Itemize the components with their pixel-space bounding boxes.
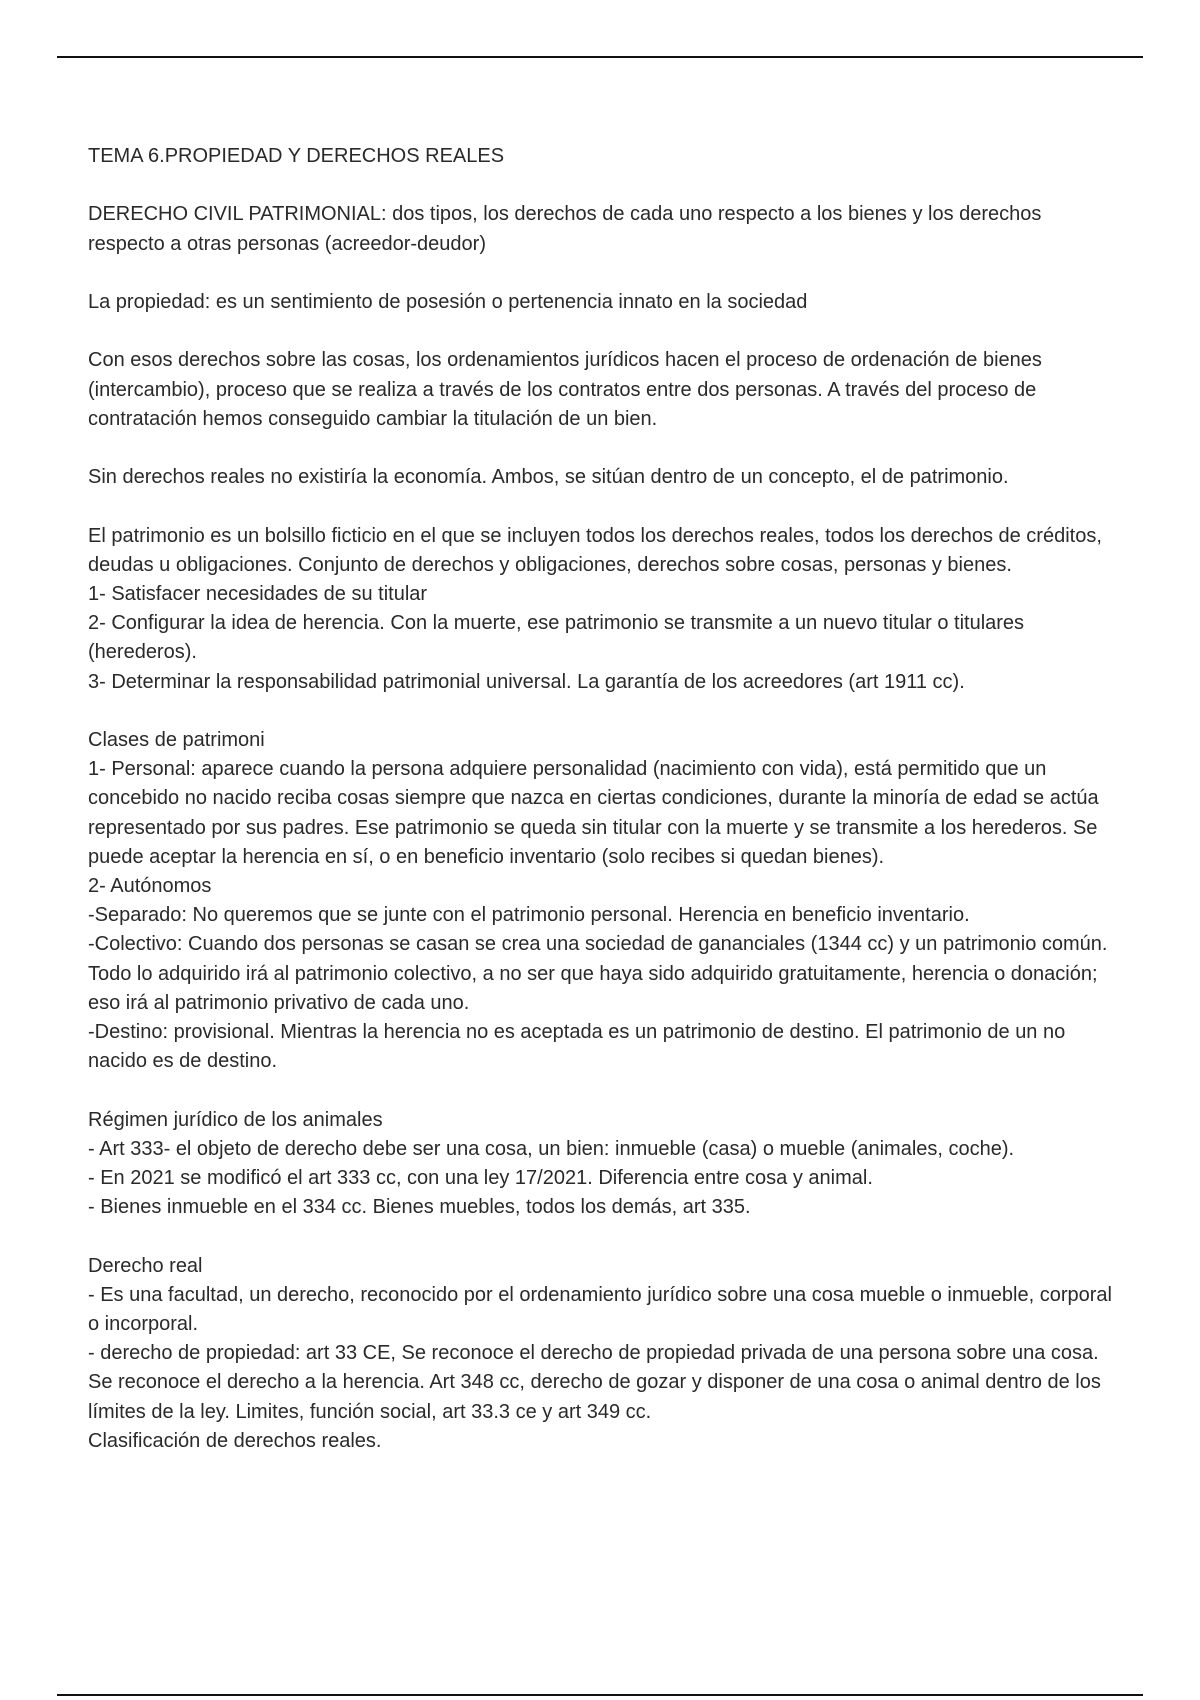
document-title: TEMA 6.PROPIEDAD Y DERECHOS REALES [88,145,505,167]
top-divider [57,56,1143,58]
list-item: 1- Satisfacer necesidades de su titular [88,582,428,605]
list-item: 2- Configurar la idea de herencia. Con la muerte, ese patrimonio se transmite a un nuevo titular o titulares (herederos). [88,612,1025,664]
list-item: 3- Determinar la responsabilidad patrimonial universal. La garantía de los acreedores (art 1911 cc). [88,670,965,693]
paragraph-gap [88,317,1118,346]
patrimony-definition-paragraph: El patrimonio es un bolsillo ficticio en el que se incluyen todos los derechos reales, todos los derechos de créditos, deudas u obligaciones. Conjunto de derechos y obligaciones, derechos sobre cosas, personas y bienes. [88,524,1102,576]
section-heading: Derecho real [88,1254,203,1277]
list-item: - derecho de propiedad: art 33 CE, Se reconoce el derecho de propiedad privada de una persona sobre una cosa. Se reconoce el derecho a la herencia. Art 348 cc, derecho de gozar y disponer de una cosa o animal dentro de los límites de la ley. Limites, función social, art 33.3 ce y art 349 cc. [88,1342,1101,1423]
section-heading: Clases de patrimoni [88,728,265,751]
list-item: - Art 333- el objeto de derecho debe ser una cosa, un bien: inmueble (casa) o mueble (animales, coche). [88,1137,1015,1160]
economy-paragraph: Sin derechos reales no existiría la economía. Ambos, se sitúan dentro de un concepto, el de patrimonio. [88,466,1009,489]
paragraph-gap [88,1076,1118,1105]
list-item: - En 2021 se modificó el art 333 cc, con una ley 17/2021. Diferencia entre cosa y animal. [88,1167,873,1189]
list-item: Clasificación de derechos reales. [88,1429,382,1452]
list-item: - Es una facultad, un derecho, reconocido por el ordenamiento jurídico sobre una cosa mueble o inmueble, corporal o incorporal. [88,1283,1112,1335]
paragraph-gap [88,1222,1118,1251]
list-item: -Destino: provisional. Mientras la herencia no es aceptada es un patrimonio de destino. El patrimonio de un no nacido es de destino. [88,1021,1066,1073]
paragraph-gap [88,434,1118,463]
list-item: 1- Personal: aparece cuando la persona adquiere personalidad (nacimiento con vida), está permitido que un concebido no nacido reciba cosas siempre que nazca en ciertas condiciones, durante la minoría de edad se actúa representado por sus padres. Ese patrimonio se queda sin titular con la muerte y se transmite a los herederos. Se puede aceptar la herencia en sí, o en beneficio inventario (solo recibes si quedan bienes). [88,758,1099,868]
property-definition-paragraph: La propiedad: es un sentimiento de posesión o pertenencia innato en la sociedad [88,290,808,313]
patrimonial-law-paragraph: DERECHO CIVIL PATRIMONIAL: dos tipos, los derechos de cada uno respecto a los bienes y los derechos respecto a otras personas (acreedor-deudor) [88,203,1042,255]
document-page [88,142,1118,1456]
ordering-process-paragraph: Con esos derechos sobre las cosas, los ordenamientos jurídicos hacen el proceso de ordenación de bienes (intercambio), proceso que se realiza a través de los contratos entre dos personas. A través del proceso de contratación hemos conseguido cambiar la titulación de un bien. [88,349,1042,430]
section-heading: Régimen jurídico de los animales [88,1108,383,1131]
paragraph-gap [88,697,1118,726]
bottom-divider [57,1694,1143,1696]
list-item: 2- Autónomos [88,874,212,897]
list-item: -Colectivo: Cuando dos personas se casan se crea una sociedad de gananciales (1344 cc) y un patrimonio común. Todo lo adquirido irá al patrimonio colectivo, a no ser que haya sido adquirido gratuitamente, herencia o donación; eso irá al patrimonio privativo de cada uno. [88,933,1108,1014]
list-item: -Separado: No queremos que se junte con el patrimonio personal. Herencia en beneficio inventario. [88,904,970,927]
list-item: - Bienes inmueble en el 334 cc. Bienes muebles, todos los demás, art 335. [88,1196,751,1219]
paragraph-gap [88,259,1118,288]
paragraph-gap [88,171,1118,200]
paragraph-gap [88,492,1118,521]
